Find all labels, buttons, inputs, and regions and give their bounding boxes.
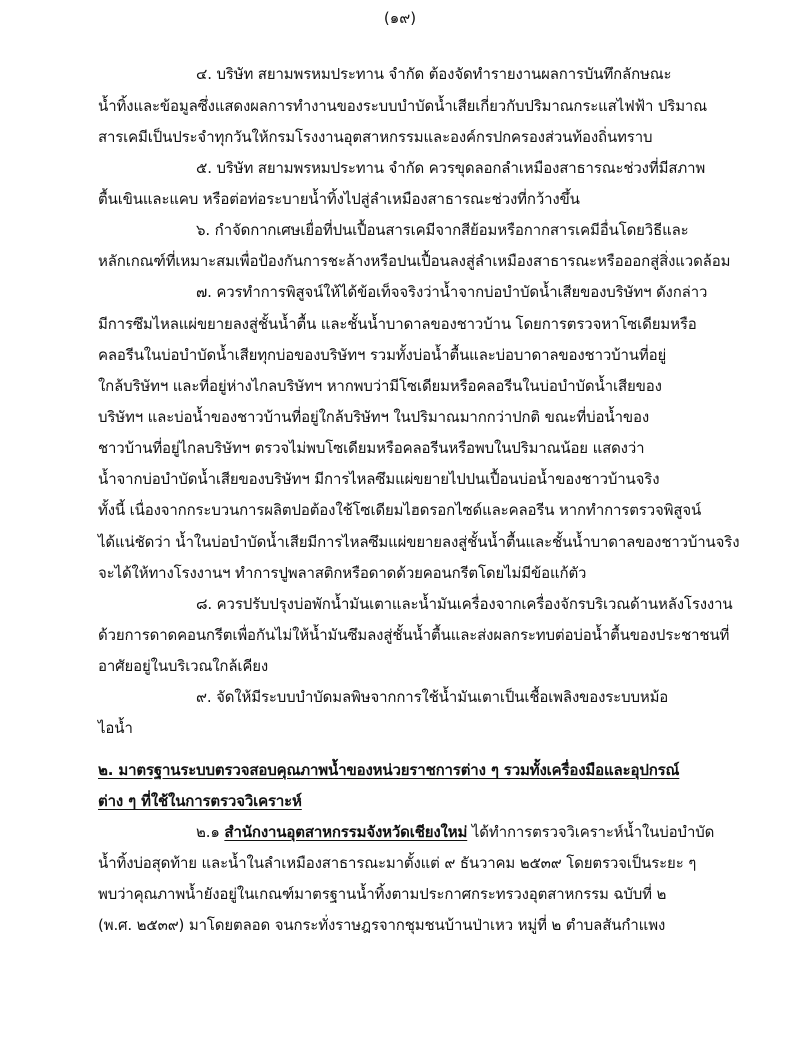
text-line: ๘. ควรปรับปรุงบ่อพักน้ำมันเตาและน้ำมันเครื่องจากเครื่องจักรบริเวณด้านหลังโรงงาน [196,595,733,613]
text-line: ๖. กำจัดกากเศษเยื่อที่ปนเปื้อนสารเคมีจากสีย้อมหรือกากสารเคมีอื่นโดยวิธีและ [196,221,689,239]
section-heading-cont: ต่าง ๆ ที่ใช้ในการตรวจวิเคราะห์ [98,792,302,810]
text-line: ใกล้บริษัทฯ และที่อยู่ห่างไกลบริษัทฯ หากพบว่ามีโซเดียมหรือคลอรีนในบ่อบำบัดน้ำเสียของ [98,377,662,395]
text-line: มีการซึมไหลแผ่ขยายลงสู่ชั้นน้ำตื้น และชั้นน้ำบาดาลของชาวบ้าน โดยการตรวจหาโซเดียมหรือ [98,315,697,333]
text-line: สารเคมีเป็นประจำทุกวันให้กรมโรงงานอุตสาหกรรมและองค์กรปกครองส่วนท้องถิ่นทราบ [98,128,653,146]
text-line: ได้แน่ชัดว่า น้ำในบ่อบำบัดน้ำเสียมีการไหลซึมแผ่ขยายลงสู่ชั้นน้ำตื้นและชั้นน้ำบาดาลของชาวบ้านจริง [98,533,740,551]
subsection-line [196,822,714,842]
text-line: น้ำจากบ่อบำบัดน้ำเสียของบริษัทฯ มีการไหลซึมแผ่ขยายไปปนเปื้อนบ่อน้ำของชาวบ้านจริง [98,470,660,488]
text-line: ๔. บริษัท สยามพรหมประทาน จำกัด ต้องจัดทำรายงานผลการบันทึกลักษณะ [196,65,672,83]
text-line: บริษัทฯ และบ่อน้ำของชาวบ้านที่อยู่ใกล้บริษัทฯ ในปริมาณมากกว่าปกติ ขณะที่บ่อน้ำของ [98,408,650,426]
text-line: ชาวบ้านที่อยู่ไกลบริษัทฯ ตรวจไม่พบโซเดียมหรือคลอรีนหรือพบในปริมาณน้อย แสดงว่า [98,439,645,457]
text-line: พบว่าคุณภาพน้ำยังอยู่ในเกณฑ์มาตรฐานน้ำทิ้งตามประกาศกระทรวงอุตสาหกรรม ฉบับที่ ๒ [98,885,667,903]
text-line: น้ำทิ้งและข้อมูลซึ่งแสดงผลการทำงานของระบบบำบัดน้ำเสียเกี่ยวกับปริมาณกระแสไฟฟ้า ปริมาณ [98,97,707,115]
text-line: จะได้ให้ทางโรงงานฯ ทำการปูพลาสติกหรือดาดด้วยคอนกรีตโดยไม่มีข้อแก้ตัว [98,564,587,582]
text-line: ๙. จัดให้มีระบบบำบัดมลพิษจากการใช้น้ำมันเตาเป็นเชื้อเพลิงของระบบหม้อ [196,688,669,706]
subsection-text: ได้ทำการตรวจวิเคราะห์น้ำในบ่อบำบัด [467,823,715,841]
subsection-number: ๒.๑ [196,823,220,841]
text-line: ๕. บริษัท สยามพรหมประทาน จำกัด ควรขุดลอกลำเหมืองสาธารณะช่วงที่มีสภาพ [196,159,706,177]
text-line: คลอรีนในบ่อบำบัดน้ำเสียทุกบ่อของบริษัทฯ รวมทั้งบ่อน้ำตื้นและบ่อบาดาลของชาวบ้านที่อยู่ [98,346,667,364]
text-line: ไอน้ำ [98,719,133,737]
page-number: (๑๙) [383,9,417,27]
text-line: น้ำทิ้งบ่อสุดท้าย และน้ำในลำเหมืองสาธารณะมาตั้งแต่ ๙ ธันวาคม ๒๕๓๙ โดยตรวจเป็นระยะ ๆ [98,854,697,872]
subsection-title: สำนักงานอุตสาหกรรมจังหวัดเชียงใหม่ [224,823,468,841]
text-line: ๗. ควรทำการพิสูจน์ให้ได้ข้อเท็จจริงว่าน้ำจากบ่อบำบัดน้ำเสียของบริษัทฯ ดังกล่าว [196,283,708,301]
text-line: หลักเกณฑ์ที่เหมาะสมเพื่อป้องกันการชะล้างหรือปนเปื้อนลงสู่ลำเหมืองสาธารณะหรือออกสู่สิ่งแวดล้อม [98,252,731,270]
text-line: ตื้นเขินและแคบ หรือต่อท่อระบายน้ำทิ้งไปสู่ลำเหมืองสาธารณะช่วงที่กว้างขึ้น [98,190,580,208]
section-heading: ๒. มาตรฐานระบบตรวจสอบคุณภาพน้ำของหน่วยราชการต่าง ๆ รวมทั้งเครื่องมือและอุปกรณ์ [98,761,680,779]
text-line: อาศัยอยู่ในบริเวณใกล้เคียง [98,657,269,675]
text-line: ทั้งนี้ เนื่องจากกระบวนการผลิตปอต้องใช้โซเดียมไฮดรอกไซด์และคลอรีน หากทำการตรวจพิสูจน์ [98,501,702,519]
text-line: (พ.ศ. ๒๕๓๙) มาโดยตลอด จนกระทั่งราษฎรจากชุมชนบ้านป่าเหว หมู่ที่ ๒ ตำบลสันกำแพง [98,916,666,934]
text-line: ด้วยการดาดคอนกรีตเพื่อกันไม่ให้น้ำมันซึมลงสู่ชั้นน้ำตื้นและส่งผลกระทบต่อบ่อน้ำตื้นของประชาชนที่ [98,626,730,644]
